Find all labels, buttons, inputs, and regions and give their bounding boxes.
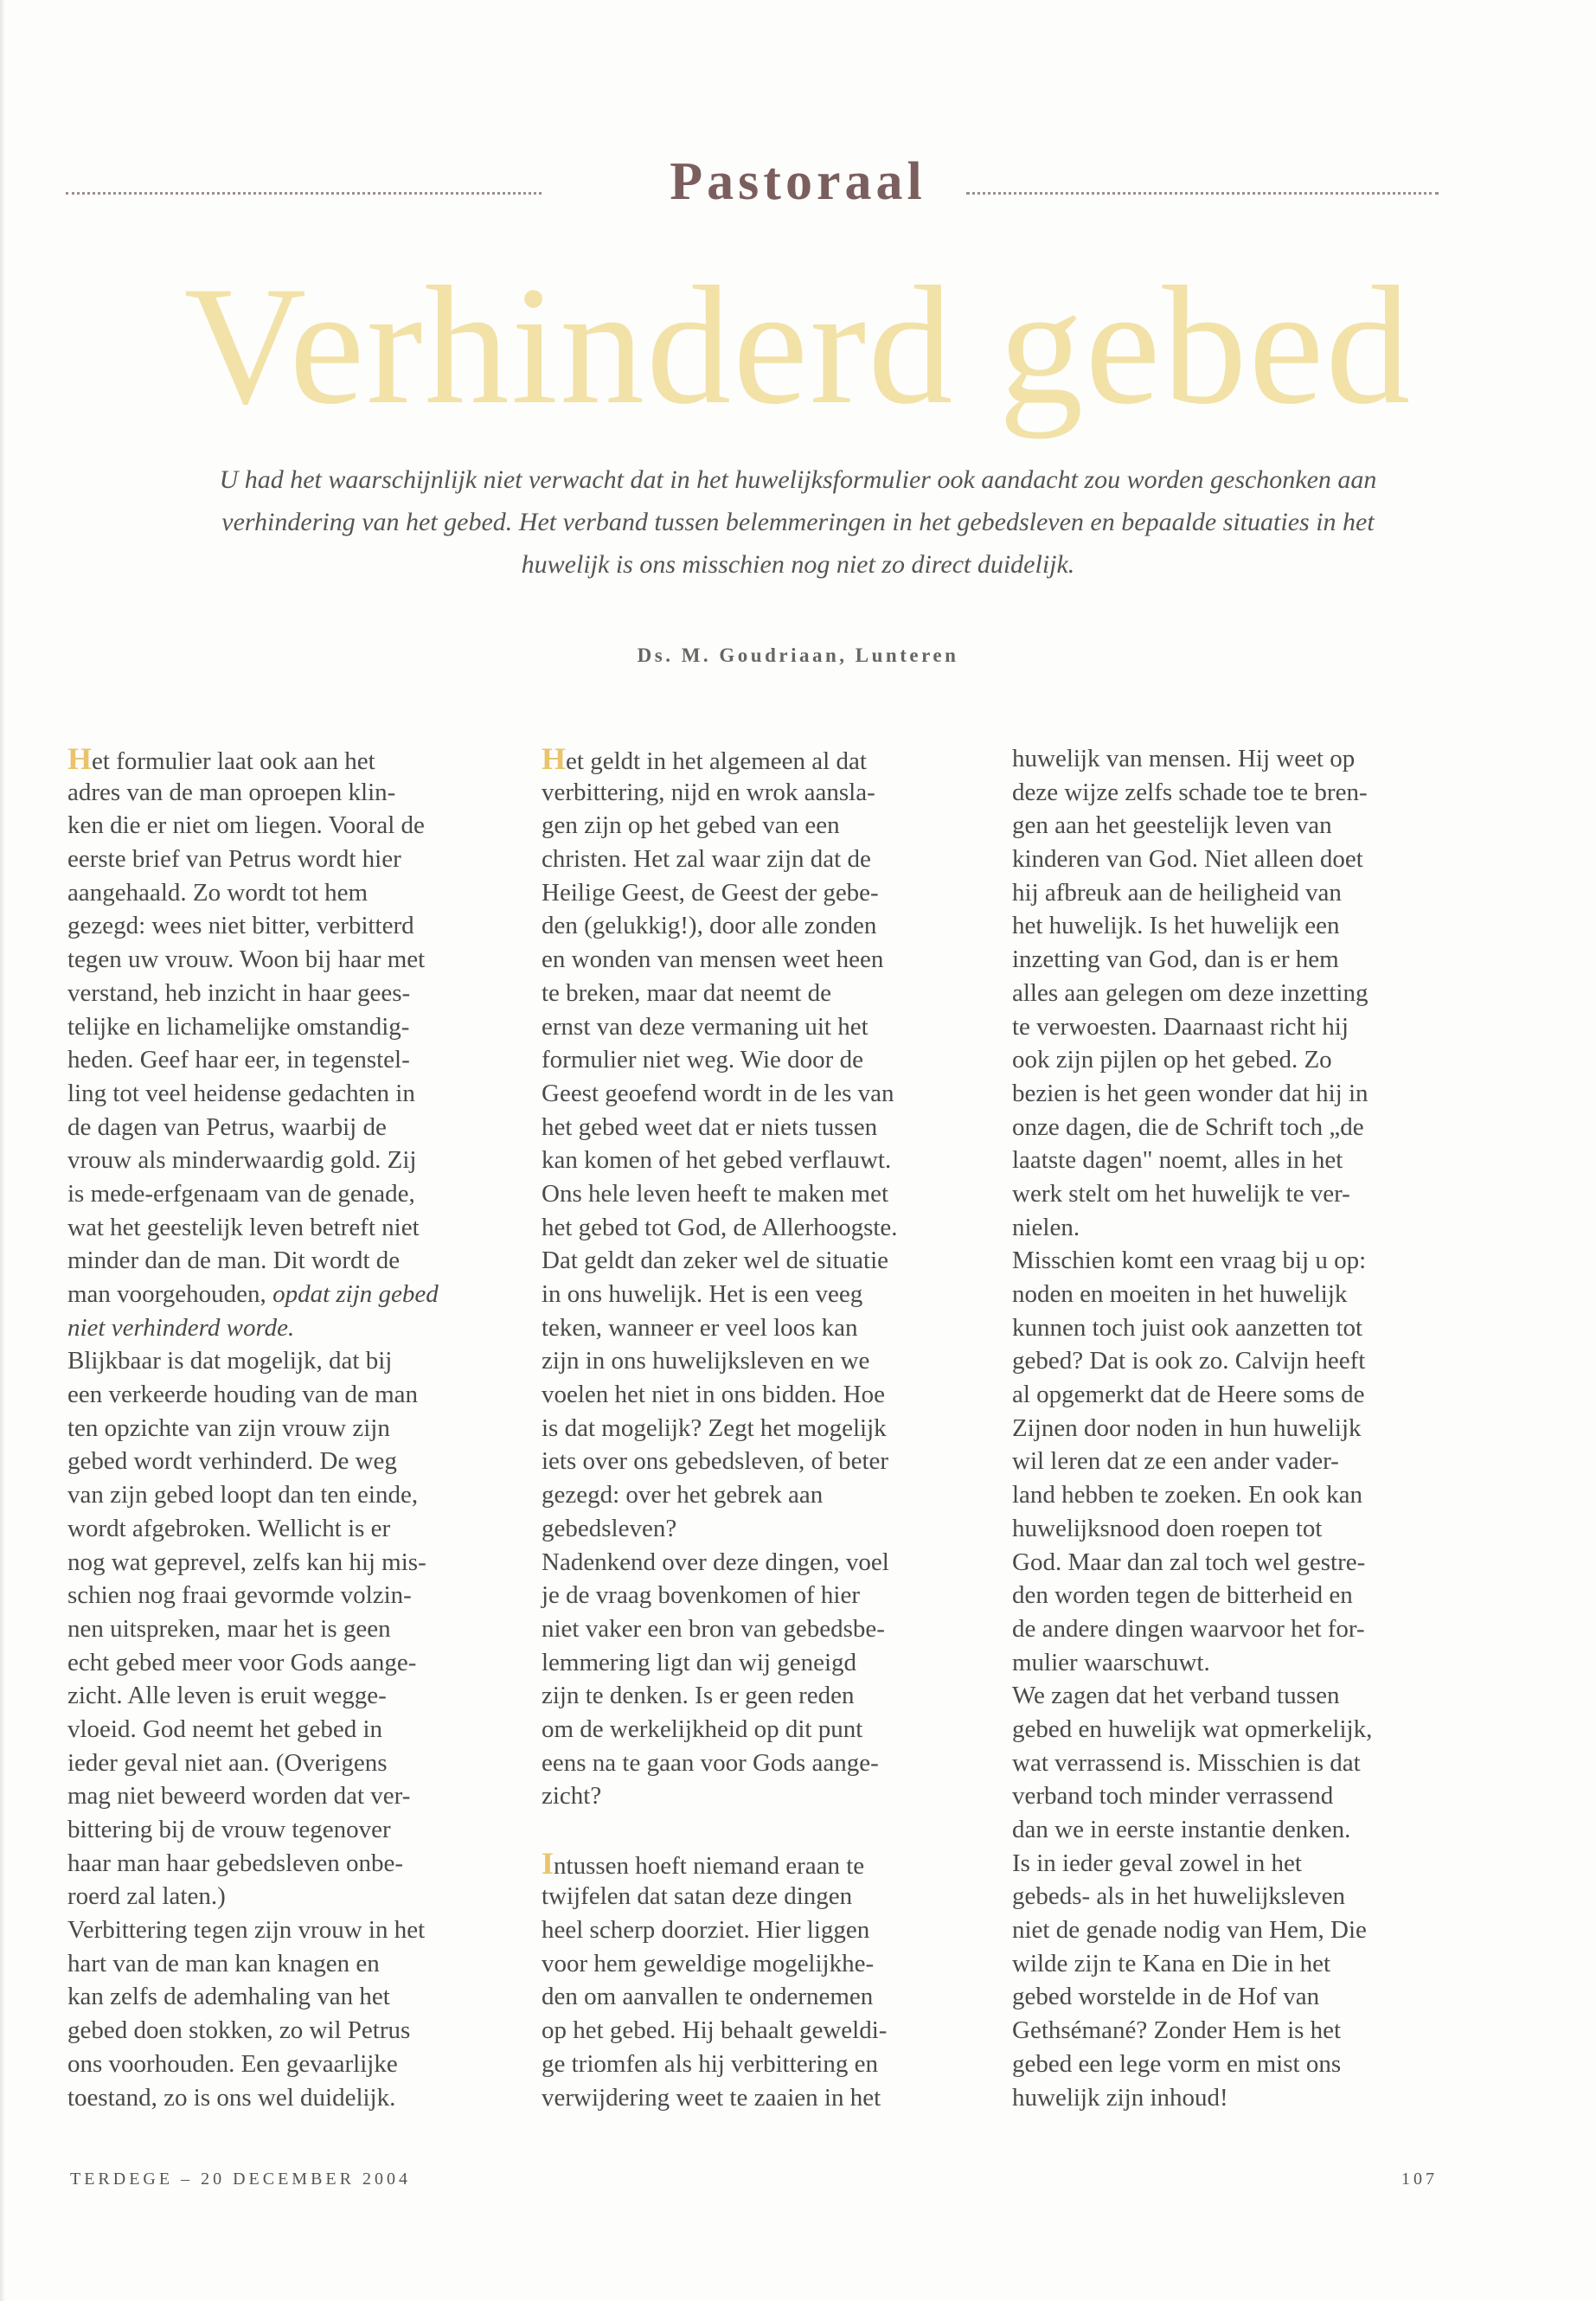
text-line: ook zijn pijlen op het gebed. Zo	[1012, 1046, 1332, 1074]
quoted-text-italic: opdat zijn gebed	[272, 1280, 439, 1308]
text-line: ling tot veel heidense gedachten in	[67, 1079, 415, 1107]
text-line	[67, 1311, 509, 1345]
text-line: zicht. Alle leven is eruit wegge-	[67, 1682, 387, 1710]
text-line: zijn te denken. Is er geen reden	[542, 1682, 855, 1710]
deck-line: huwelijk is ons misschien nog niet zo direct duidelijk.	[521, 550, 1075, 579]
drop-cap: H	[542, 741, 567, 776]
text-line: kan zelfs de ademhaling van het	[67, 1983, 390, 2011]
text-line: mag niet beweerd worden dat ver-	[67, 1782, 411, 1811]
text-line: tegen uw vrouw. Woon bij haar met	[67, 945, 426, 974]
text-line: vloeid. God neemt het gebed in	[67, 1715, 383, 1743]
text-line: om de werkelijkheid op dit punt	[542, 1715, 863, 1743]
text-line: kunnen toch juist ook aanzetten tot	[1012, 1313, 1363, 1342]
text-line: land hebben te zoeken. En ook kan	[1012, 1481, 1363, 1509]
text-line: nog wat geprevel, zelfs kan hij mis-	[67, 1548, 426, 1576]
text-line	[542, 1847, 983, 1881]
text-line: Zijnen door noden in hun huwelijk	[1012, 1413, 1362, 1442]
text-line: is dat mogelijk? Zegt het mogelijk	[542, 1413, 887, 1442]
text-line: niet vaker een bron van gebedsbe-	[542, 1614, 885, 1643]
text-line: Is in ieder geval zowel in het	[1012, 1849, 1302, 1877]
text-line: dan we in eerste instantie denken.	[1012, 1816, 1351, 1843]
text-line: eens na te gaan voor Gods aange-	[542, 1748, 879, 1777]
text-line: gebed doen stokken, zo wil Petrus	[67, 2016, 411, 2045]
text-line	[67, 1278, 509, 1311]
text-line: den worden tegen de bitterheid en	[1012, 1581, 1353, 1610]
text-line: minder dan de man. Dit wordt de	[67, 1247, 401, 1275]
text-line: mulier waarschuwt.	[1012, 1648, 1210, 1676]
text-line: zijn in ons huwelijksleven en we	[542, 1347, 870, 1375]
article-column-1	[67, 742, 509, 2114]
text-line: voelen het niet in ons bidden. Hoe	[542, 1381, 886, 1409]
text-line: toestand, zo is ons wel duidelijk.	[67, 2083, 396, 2112]
deck-line: verhindering van het gebed. Het verband tussen belemmeringen in het gebedsleven en bepaalde situaties in het	[221, 508, 1375, 536]
drop-cap: I	[542, 1845, 554, 1881]
text-line	[542, 742, 983, 776]
text-line	[542, 1813, 983, 1847]
text-line: christen. Het zal waar zijn dat de	[542, 845, 871, 874]
text-line: gezegd: wees niet bitter, verbitterd	[67, 912, 414, 940]
line-text: man voorgehouden,	[67, 1280, 273, 1308]
text-line: aangehaald. Zo wordt tot hem	[67, 878, 369, 907]
text-line: gebed en huwelijk wat opmerkelijk,	[1012, 1715, 1373, 1743]
text-line: Blijkbaar is dat mogelijk, dat bij	[67, 1347, 393, 1375]
text-line: zicht?	[542, 1782, 602, 1811]
text-line: gebed worstelde in de Hof van	[1012, 1983, 1320, 2011]
text-line: de dagen van Petrus, waarbij de	[67, 1112, 387, 1141]
text-line: Nadenkend over deze dingen, voel	[542, 1548, 889, 1576]
text-line: bezien is het geen wonder dat hij in	[1012, 1079, 1368, 1107]
author-byline: Ds. M. Goudriaan, Lunteren	[637, 644, 959, 666]
text-line: haar man haar gebedsleven onbe-	[67, 1849, 404, 1877]
text-line: adres van de man oproepen klin-	[67, 778, 396, 806]
text-line: Heilige Geest, de Geest der gebe-	[542, 878, 879, 907]
text-line: het huwelijk. Is het huwelijk een	[1012, 912, 1340, 940]
text-line: den om aanvallen te ondernemen	[542, 1983, 874, 2011]
text-line: eerste brief van Petrus wordt hier	[67, 845, 401, 874]
footer-publication: TERDEGE – 20 DECEMBER 2004	[70, 2170, 411, 2189]
text-line: je de vraag bovenkomen of hier	[542, 1581, 860, 1610]
text-line: kan komen of het gebed verflauwt.	[542, 1146, 892, 1175]
section-label: Pastoraal	[670, 152, 926, 211]
text-line	[67, 742, 509, 776]
text-line: ken die er niet om liegen. Vooral de	[67, 811, 425, 840]
article-column-2	[542, 742, 983, 2114]
text-line: nielen.	[1012, 1213, 1080, 1241]
text-line: Misschien komt een vraag bij u op:	[1012, 1247, 1367, 1275]
text-line: vrouw als minderwaardig gold. Zij	[67, 1146, 417, 1175]
text-line: iets over ons gebedsleven, of beter	[542, 1447, 889, 1476]
line-text: et geldt in het algemeen al dat	[566, 747, 867, 775]
text-line: wil leren dat ze een ander vader-	[1012, 1447, 1339, 1476]
text-line: ieder geval niet aan. (Overigens	[67, 1748, 388, 1777]
text-line: bittering bij de vrouw tegenover	[67, 1816, 391, 1843]
text-line: is mede-erfgenaam van de genade,	[67, 1179, 415, 1208]
text-line: heel scherp doorziet. Hier liggen	[542, 1916, 870, 1945]
text-line: gebedsleven?	[542, 1514, 677, 1542]
drop-cap: H	[67, 741, 93, 776]
text-line: wat het geestelijk leven betreft niet	[67, 1213, 420, 1241]
text-line: Dat geldt dan zeker wel de situatie	[542, 1247, 889, 1275]
footer-page-number: 107	[1401, 2170, 1438, 2189]
text-line: verbittering, nijd en wrok aansla-	[542, 778, 875, 806]
text-line: schien nog fraai gevormde volzin-	[67, 1581, 412, 1610]
text-line: ons voorhouden. Een gevaarlijke	[67, 2049, 398, 2078]
text-line: Geest geoefend wordt in de les van	[542, 1079, 894, 1107]
text-line: den (gelukkig!), door alle zonden	[542, 912, 877, 940]
text-line: teken, wanneer er veel loos kan	[542, 1313, 858, 1342]
text-line: verband toch minder verrassend	[1012, 1782, 1334, 1811]
text-line: deze wijze zelfs schade toe te bren-	[1012, 778, 1368, 806]
text-line: gen aan het geestelijk leven van	[1012, 811, 1332, 840]
text-line: wat verrassend is. Misschien is dat	[1012, 1748, 1361, 1777]
line-text: et formulier laat ook aan het	[92, 747, 375, 775]
deck-line: U had het waarschijnlijk niet verwacht dat in het huwelijksformulier ook aandacht zou worden geschonken aan	[219, 465, 1377, 494]
text-line: niet de genade nodig van Hem, Die	[1012, 1916, 1367, 1945]
text-line: en wonden van mensen weet heen	[542, 945, 884, 974]
text-line: hij afbreuk aan de heiligheid van	[1012, 878, 1342, 907]
text-line: gebeds- als in het huwelijksleven	[1012, 1882, 1345, 1911]
text-line: hart van de man kan knagen en	[67, 1949, 380, 1977]
text-line: de andere dingen waarvoor het for-	[1012, 1614, 1365, 1643]
line-text: ntussen hoeft niemand eraan te	[554, 1851, 865, 1880]
text-line: op het gebed. Hij behaalt geweldi-	[542, 2016, 888, 2045]
text-line: alles aan gelegen om deze inzetting	[1012, 978, 1368, 1007]
text-line: gebed? Dat is ook zo. Calvijn heeft	[1012, 1347, 1366, 1375]
text-line: onze dagen, die de Schrift toch „de	[1012, 1112, 1364, 1141]
text-line: huwelijksnood doen roepen tot	[1012, 1514, 1323, 1542]
text-line: verwijdering weet te zaaien in het	[542, 2083, 881, 2112]
text-line: voor hem geweldige mogelijkhe-	[542, 1949, 875, 1977]
text-line: gen zijn op het gebed van een	[542, 811, 840, 840]
text-line: huwelijk zijn inhoud!	[1012, 2083, 1228, 2112]
text-line: Verbittering tegen zijn vrouw in het	[67, 1916, 426, 1945]
text-line: verstand, heb inzicht in haar gees-	[67, 978, 411, 1007]
text-line: Gethsémané? Zonder Hem is het	[1012, 2016, 1342, 2045]
text-line: werk stelt om het huwelijk te ver-	[1012, 1179, 1350, 1208]
text-line: huwelijk van mensen. Hij weet op	[1012, 745, 1356, 772]
text-line: laatste dagen" noemt, alles in het	[1012, 1146, 1343, 1175]
text-line: ten opzichte van zijn vrouw zijn	[67, 1413, 390, 1442]
text-line: noden en moeiten in het huwelijk	[1012, 1280, 1348, 1308]
text-line: het gebed weet dat er niets tussen	[542, 1112, 878, 1141]
text-line: wordt afgebroken. Wellicht is er	[67, 1514, 391, 1542]
text-line: God. Maar dan zal toch wel gestre-	[1012, 1548, 1366, 1576]
text-line: heden. Geef haar eer, in tegenstel-	[67, 1046, 410, 1074]
text-line: van zijn gebed loopt dan ten einde,	[67, 1481, 419, 1509]
text-line: ge triomfen als hij verbittering en	[542, 2049, 878, 2078]
text-line: nen uitspreken, maar het is geen	[67, 1614, 391, 1643]
text-line: gebed wordt verhinderd. De weg	[67, 1447, 397, 1476]
text-line: lemmering ligt dan wij geneigd	[542, 1648, 857, 1676]
text-line: gezegd: over het gebrek aan	[542, 1481, 824, 1509]
text-line: Ons hele leven heeft te maken met	[542, 1179, 889, 1208]
article-title: Verhinderd gebed	[183, 252, 1413, 439]
article-column-3	[1012, 742, 1462, 2114]
text-line: gebed een lege vorm en mist ons	[1012, 2049, 1342, 2078]
text-line: inzetting van God, dan is er hem	[1012, 945, 1339, 974]
text-line: het gebed tot God, de Allerhoogste.	[542, 1213, 898, 1241]
text-line: We zagen dat het verband tussen	[1012, 1682, 1340, 1710]
quoted-text-italic: niet verhinderd worde.	[67, 1313, 295, 1342]
text-line: in ons huwelijk. Het is een veeg	[542, 1280, 863, 1308]
text-line: te breken, maar dat neemt de	[542, 978, 831, 1007]
text-line: echt gebed meer voor Gods aange-	[67, 1648, 417, 1676]
text-line: een verkeerde houding van de man	[67, 1381, 419, 1409]
text-line: wilde zijn te Kana en Die in het	[1012, 1949, 1331, 1977]
text-line: twijfelen dat satan deze dingen	[542, 1882, 853, 1911]
text-line: te verwoesten. Daarnaast richt hij	[1012, 1012, 1349, 1041]
text-line: kinderen van God. Niet alleen doet	[1012, 845, 1363, 874]
text-line: formulier niet weg. Wie door de	[542, 1046, 863, 1074]
text-line: ernst van deze vermaning uit het	[542, 1012, 869, 1041]
article-deck	[78, 458, 1518, 586]
text-line: roerd zal laten.)	[67, 1882, 226, 1911]
text-line: telijke en lichamelijke omstandig-	[67, 1012, 410, 1041]
text-line: al opgemerkt dat de Heere soms de	[1012, 1381, 1365, 1409]
